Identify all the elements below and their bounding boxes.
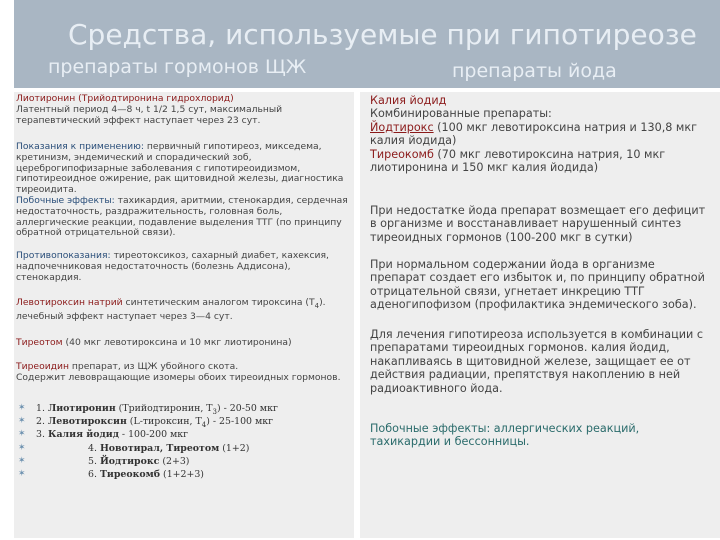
right-column: [360, 92, 720, 538]
list-item-detail: (1+2+3): [160, 468, 204, 480]
list-item-drug-name: Йодтирокс: [99, 455, 160, 467]
list-item: [14, 415, 352, 428]
list-item: [14, 442, 352, 455]
star-bullet-icon: ✶: [18, 403, 26, 413]
iodine-deficiency-paragraph: При недостатке йода препарат возмещает его дефицит в организме и восстанавливает нарушенный синтез тиреоидных гормонов (100-200 мкг в сутки): [370, 204, 706, 244]
list-item: [14, 402, 352, 415]
thyreoidin-name: Тиреоидин: [16, 361, 69, 372]
list-item-dose: ) - 25-100 мкг: [206, 416, 274, 428]
side-effects-text: тахикардия, аритмии, стенокардия, сердечная недостаточность, раздражительность, головная боль, аллергические реакции, подавление выделения ТТГ (по принципу обратной отрицательной связи).: [16, 195, 348, 239]
contraindications-text: тиреотоксикоз, сахарный диабет, кахексия, надпочечниковая недостаточность (болезнь Аддисона), стенокардия.: [16, 250, 329, 283]
liothyronine-desc: Латентный период 4—8 ч, t 1/2 1,5 сут, максимальный терапевтический эффект наступает через 23 сут.: [16, 103, 283, 126]
levothyroxine-block: [16, 298, 352, 322]
star-bullet-icon: ✶: [18, 429, 26, 440]
list-item-detail: - 100-200 мкг: [118, 429, 189, 441]
slide-title: Средства, используемые при гипотиреозе: [68, 18, 697, 51]
list-item-subscript: 3: [212, 407, 218, 416]
list-item: [14, 455, 352, 468]
iodthyrox-item: [370, 121, 710, 148]
levothyroxine-desc-a: синтетическим аналогом тироксина (Т: [122, 297, 315, 308]
liothyronine-name: Лиотиронин (Трийодтиронина гидрохлорид): [16, 93, 234, 104]
list-item-number: 3.: [36, 429, 45, 441]
indications-label: Показания к применению:: [16, 141, 144, 152]
thyreocomb-desc: (70 мкг левотироксина натрия, 10 мкг лиотиронина и 150 мкг калия йодида): [370, 147, 666, 175]
iodthyrox-name: Йодтирокс: [370, 120, 434, 134]
combined-drugs-label: Комбинированные препараты:: [370, 107, 552, 121]
thyreotom-block: [16, 338, 352, 349]
star-bullet-icon: ✶: [18, 455, 26, 466]
list-item: [14, 428, 352, 441]
list-item-number: 5.: [88, 455, 97, 467]
list-item-number: 1.: [36, 403, 45, 414]
list-item-drug-name: Калия йодид: [47, 429, 119, 441]
potassium-iodide: Калия йодид: [370, 94, 447, 107]
star-bullet-icon: ✶: [18, 468, 26, 479]
levothyroxine-name: Левотироксин натрий: [16, 297, 123, 308]
list-item-detail: (L-тироксин, Т: [126, 416, 202, 428]
list-item-number: 2.: [36, 416, 45, 428]
left-column: [14, 92, 354, 538]
thyreotom-name: Тиреотом: [16, 337, 63, 348]
list-item-drug-name: Тиреокомб: [99, 468, 161, 480]
levothyroxine-desc-b: ). лечебный эффект наступает через 3—4 сут.: [16, 297, 326, 322]
list-item-detail: (1+2): [219, 442, 250, 454]
subtitle-iodine: препараты йода: [452, 60, 617, 82]
indications-text: первичный гипотиреоз, микседема, кретинизм, эндемический и спорадический зоб, цереброгипофизарные заболевания с гипотиреоидизмом, гипотиреоидное ожирение, рак щитовидной железы, диагностика тиреоидита.: [16, 141, 344, 196]
contraindications-block: [16, 251, 352, 283]
thyreoidin-block: [16, 362, 352, 384]
list-item-drug-name: Левотироксин: [47, 416, 127, 428]
list-item: [14, 468, 352, 481]
star-bullet-icon: ✶: [18, 416, 26, 427]
thyreotom-desc: (40 мкг левотироксина и 10 мкг лиотиронина): [62, 337, 292, 348]
list-item-drug-name: Новотирал, Тиреотом: [99, 442, 220, 454]
list-item-number: 6.: [88, 468, 97, 480]
iodine-normal-paragraph: При нормальном содержании йода в организме препарат создает его избыток и, по принципу обратной отрицательной связи, угнетает инкрецию ТТГ аденогипофизом (профилактика эндемического зоба).: [370, 258, 705, 312]
list-item-subscript: 4: [201, 421, 207, 430]
list-item-drug-name: Лиотиронин: [47, 403, 116, 414]
thyreocomb-item: [370, 148, 710, 175]
drug-list: [14, 402, 352, 481]
iodine-drugs-block: [370, 94, 710, 174]
thyreoidin-desc2: Содержит левовращающие изомеры обоих тиреоидных гормонов.: [16, 371, 341, 383]
list-item-number: 4.: [88, 442, 97, 454]
side-effects-label: Побочные эффекты:: [16, 195, 115, 206]
thyreocomb-name: Тиреокомб: [370, 147, 434, 161]
indications-block: [16, 142, 352, 196]
side-effects-block: [16, 196, 352, 239]
subtitle-hormones: препараты гормонов ЩЖ: [48, 56, 307, 78]
list-item-detail: (Трийодтиронин, Т: [115, 403, 213, 414]
iodthyrox-desc: (100 мкг левотироксина натрия и 130,8 мкг калия йодида): [370, 120, 697, 148]
levothyroxine-sub: 4: [314, 301, 320, 310]
star-bullet-icon: ✶: [18, 442, 26, 453]
liothyronine-block: [16, 94, 352, 126]
list-item-detail: (2+3): [159, 455, 190, 467]
contraindications-label: Противопоказания:: [16, 250, 111, 261]
hypothyroid-treatment-paragraph: Для лечения гипотиреоза используется в комбинации с препаратами тиреоидных гормонов. калия йодид, накапливаясь в щитовидной железе, защищает ее от действия радиации, препятствуя накоплению в ней радиоактивного йода.: [370, 328, 703, 395]
iodine-side-effects: Побочные эффекты: аллергических реакций, тахикардии и бессонницы.: [370, 422, 640, 449]
list-item-dose: ) - 20-50 мкг: [217, 403, 278, 414]
thyreoidin-desc: препарат, из ЩЖ убойного скота.: [69, 361, 239, 372]
